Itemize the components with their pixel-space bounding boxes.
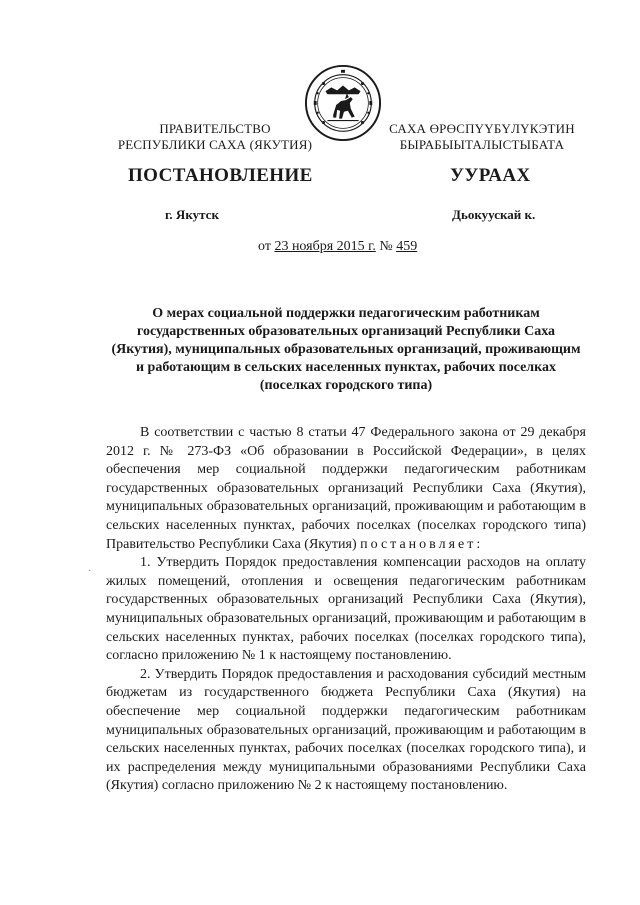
- number-prefix: №: [375, 239, 397, 254]
- header-left-line2: РЕСПУБЛИКИ САХА (ЯКУТИЯ): [117, 137, 313, 152]
- item-1-paragraph: 1. Утвердить Порядок предоставления компенсации расходов на оплату жилых помещений, отопления и освещения педагогическим работникам государственных образовательных организаций Республики Саха (Якутия), муниципальных образовательных организаций, проживающим и работающим в сельских населенных пунктах, рабочих поселках (поселках городского типа), согласно приложению № 1 к настоящему постановлению.: [106, 555, 586, 664]
- document-title-russian: ПОСТАНОВЛЕНИЕ: [128, 165, 313, 186]
- resolves-word: постановляет:: [360, 536, 484, 552]
- intro-paragraph: [106, 424, 586, 554]
- document-title-sakha: УУРААХ: [450, 165, 531, 186]
- document-subject: О мерах социальной поддержки педагогическим работникам государственных образовательных организаций Республики Саха (Якутия), муниципальных образовательных организаций, проживающим и работающим в сельских населенных пунктах, рабочих поселках (поселках городского типа): [111, 306, 581, 393]
- header-right: [382, 121, 582, 153]
- margin-mark: ·: [88, 566, 92, 577]
- intro-text: В соответствии с частью 8 статьи 47 Федерального закона от 29 декабря 2012 г. № 273-ФЗ «Об образовании в Российской Федерации», в целях обеспечения мер социальной поддержки педагогическим работникам государственных образовательных организаций Республики Саха (Якутия), муниципальных образовательных организаций, проживающим и работающим в сельских населенных пунктах, рабочих поселках (поселках городского типа) Правительство Республики Саха (Якутия): [106, 425, 586, 552]
- document-body: [106, 424, 586, 796]
- document-date: 23 ноября 2015 г.: [274, 239, 376, 254]
- date-prefix: от: [258, 239, 275, 254]
- header-right-line1: САХА ӨРӨСПҮҮБҮЛҮКЭТИН: [389, 121, 575, 136]
- header-left: [104, 121, 326, 153]
- document-number: 459: [396, 239, 418, 254]
- date-and-number: [258, 239, 417, 255]
- header-right-line2: БЫРАБЫЫТАЛЫСТЫБАТА: [399, 137, 565, 152]
- header-left-line1: ПРАВИТЕЛЬСТВО: [159, 121, 271, 136]
- city-russian: г. Якутск: [165, 207, 219, 222]
- city-sakha: Дьокуускай к.: [452, 207, 536, 222]
- item-2-paragraph: 2. Утвердить Порядок предоставления и расходования субсидий местным бюджетам из государственного бюджета Республики Саха (Якутия) на обеспечение мер социальной поддержки педагогическим работникам муниципальных образовательных организаций, проживающим и работающим в сельских населенных пунктах, рабочих поселках (поселках городского типа), и их распределения между муниципальными образованиями Республики Саха (Якутия) согласно приложению № 2 к настоящему постановлению.: [106, 666, 586, 794]
